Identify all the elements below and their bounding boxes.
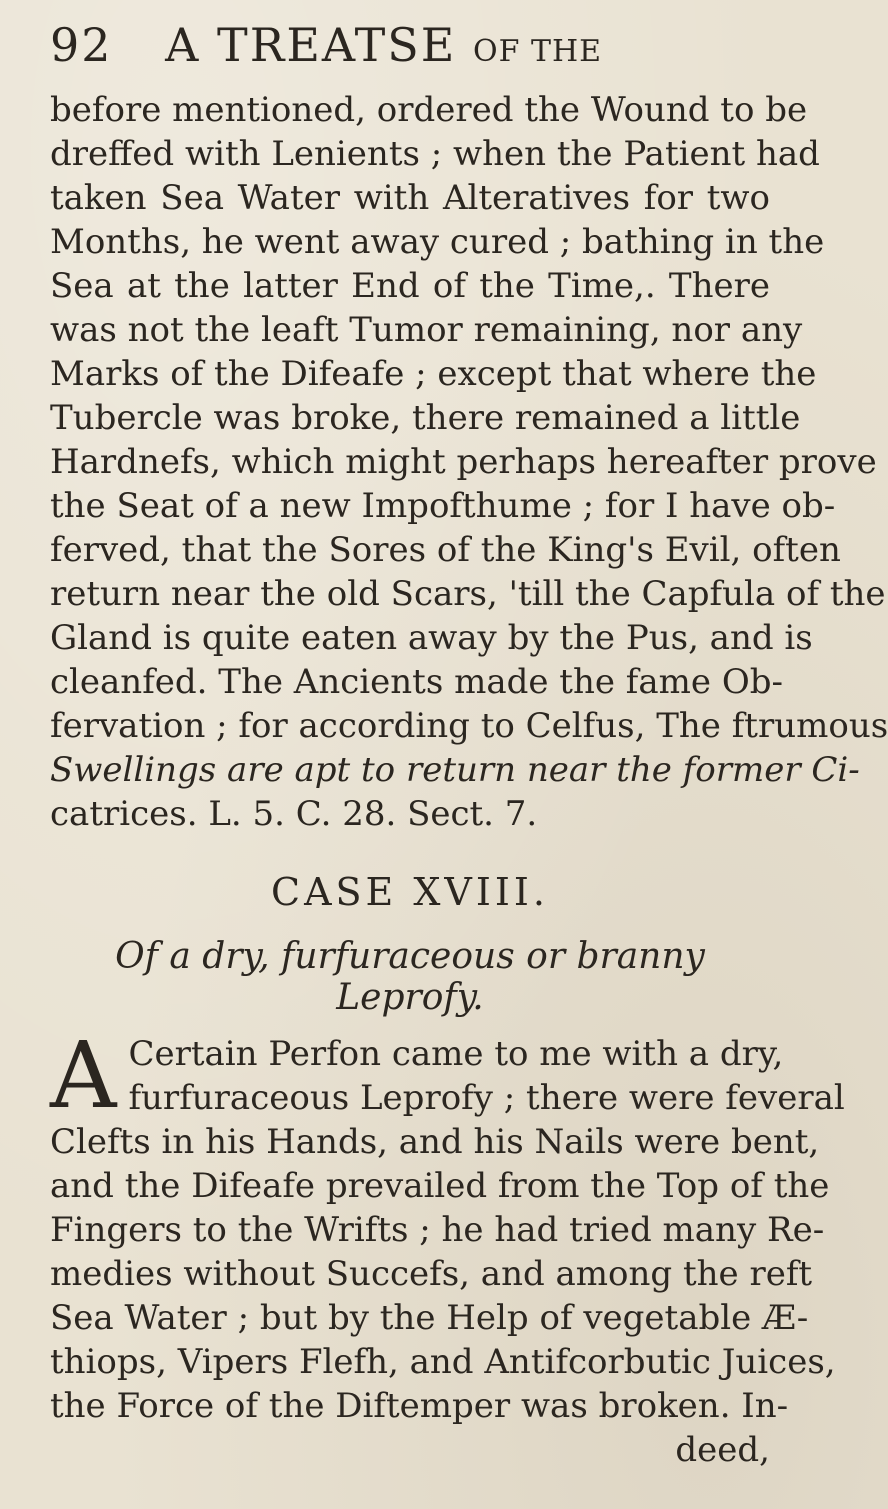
text-line: furfuraceous Leprofy ; there were feveral [128, 1078, 845, 1118]
text-line: taken Sea Water with Alteratives for two [50, 178, 770, 218]
main-text [50, 88, 888, 1470]
text-line: Sea at the latter End of the Time,. There [50, 266, 770, 306]
text-line: Months, he went away cured ; bathing in the [50, 222, 825, 262]
running-head [50, 18, 750, 88]
text-line: cleanfed. The Ancients made the fame Ob- [50, 662, 783, 702]
text-line: the Force of the Diftemper was broken. In- [50, 1386, 789, 1426]
text-line: fervation ; for according to Celfus, The ftrumous [50, 706, 888, 746]
text-line: and the Difeafe prevailed from the Top of the [50, 1166, 830, 1206]
text-line: Sea Water ; but by the Help of vegetable Æ- [50, 1298, 809, 1338]
paragraph-continued [50, 88, 888, 836]
text-line: Certain Perfon came to me with a dry, [128, 1034, 784, 1074]
text-line: ferved, that the Sores of the King's Evil, often [50, 530, 841, 570]
text-line: return near the old Scars, 'till the Capfula of the [50, 574, 886, 614]
text-line: the Seat of a new Impofthume ; for I have ob- [50, 486, 836, 526]
text-line: was not the leaft Tumor remaining, nor any [50, 310, 803, 350]
text-line: catrices. L. 5. C. 28. Sect. 7. [50, 794, 538, 834]
page-number: 92 [50, 18, 113, 72]
text-line: Swellings are apt to return near the former Ci- [50, 750, 860, 790]
case-subtitle: Of a dry, furfuraceous or branny Leprofy. [115, 936, 705, 1018]
text-line: medies without Succefs, and among the reft [50, 1254, 813, 1294]
text-line: before mentioned, ordered the Wound to be [50, 90, 808, 130]
case-paragraph [50, 1022, 845, 1472]
text-line: dreffed with Lenients ; when the Patient had [50, 134, 820, 174]
text-line: deed, [675, 1430, 770, 1470]
text-line: Fingers to the Wrifts ; he had tried many Re- [50, 1210, 825, 1250]
case-heading: CASE XVIII. [271, 870, 549, 914]
text-line: Gland is quite eaten away by the Pus, and is [50, 618, 813, 658]
text-line: thiops, Vipers Flefh, and Antifcorbutic Juices, [50, 1342, 836, 1382]
drop-cap: A [50, 1022, 117, 1129]
text-line: Clefts in his Hands, and his Nails were bent, [50, 1122, 820, 1162]
text-line: Marks of the Difeafe ; except that where the [50, 354, 817, 394]
running-head-title: A TREATSE [165, 18, 457, 72]
running-head-small: OF THE [473, 34, 603, 69]
text-line: Hardnefs, which might perhaps hereafter prove [50, 442, 877, 482]
text-line: Tubercle was broke, there remained a little [50, 398, 801, 438]
